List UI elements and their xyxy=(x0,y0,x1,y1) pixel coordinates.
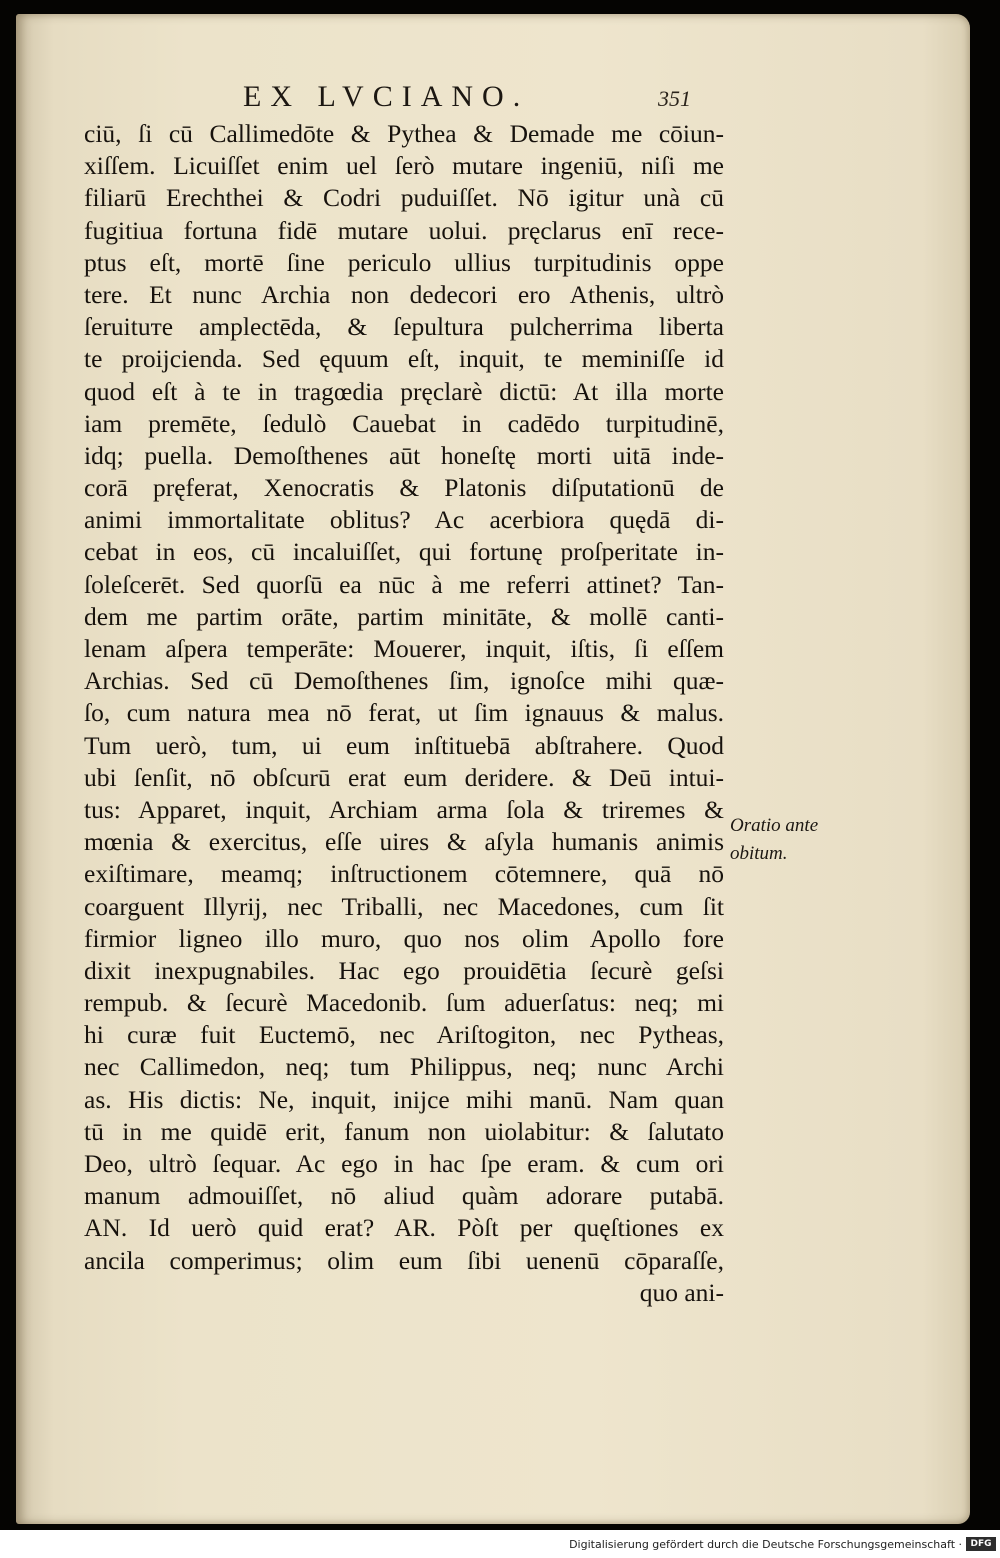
page-header xyxy=(0,80,1000,120)
text-line: dem me partim orāte, partim minitāte, & mollē canti- xyxy=(84,601,724,631)
text-line: ſo, cum natura mea nō ferat, ut ſim ignauus & malus. xyxy=(84,698,724,728)
text-line: cebat in eos, cū incaluiſſet, qui fortunę proſperitate in- xyxy=(84,537,724,567)
catchword-line: quo ani- xyxy=(639,1277,724,1307)
running-head: EX LVCIANO. xyxy=(243,80,530,113)
text-line: coarguent Illyrij, nec Triballi, nec Macedones, cum ſit xyxy=(84,891,724,921)
text-line: dixit inexpugnabiles. Hac ego prouidētia ſecurè geſsi xyxy=(84,955,724,985)
text-line: manum admouiſſet, nō aliud quàm adorare putabā. xyxy=(84,1181,724,1211)
dfg-logo: DFG xyxy=(966,1537,996,1551)
text-line: as. His dictis: Ne, inquit, inijce mihi manū. Nam quan xyxy=(84,1084,724,1114)
text-line: exiſtimare, meamq; inſtructionem cōtemnere, quā nō xyxy=(84,859,724,889)
text-line: xiſſem. Licuiſſet enim uel ſerò mutare ingeniū, niſi me xyxy=(84,151,724,181)
page-number: 351 xyxy=(658,86,691,111)
marginal-note xyxy=(730,812,860,868)
marginal-note-line: obitum. xyxy=(730,843,788,864)
digitization-footer xyxy=(0,1530,1000,1558)
marginal-note-line: Oratio ante xyxy=(730,815,819,836)
text-line: mœnia & exercitus, eſſe uires & aſyla humanis animis xyxy=(84,827,724,857)
text-line: tere. Et nunc Archia non dedecori ero Athenis, ultrò xyxy=(84,279,724,309)
text-line: Deo, ultrò ſequar. Ac ego in hac ſpe eram. & cum ori xyxy=(84,1149,724,1178)
text-line: fugitiua fortuna fidē mutare uolui. pręclarus enī rece- xyxy=(84,215,724,245)
text-line: firmior ligneo illo muro, quo nos olim Apollo fore xyxy=(84,923,724,953)
footer-credit: Digitalisierung gefördert durch die Deutsche Forschungsgemeinschaft · xyxy=(569,1538,962,1551)
text-line: ciū, ſi cū Callimedōte & Pythea & Demade me cōiun- xyxy=(84,119,724,148)
text-line: nec Callimedon, neq; tum Philippus, neq; nunc Archi xyxy=(84,1052,724,1082)
text-line: iam premēte, ſedulò Cauebat in cadēdo turpitudinē, xyxy=(84,408,724,438)
text-line: tus: Apparet, inquit, Archiam arma ſola & triremes & xyxy=(84,794,724,824)
text-line: tū in me quidē erit, fanum non uiolabitur: & ſalutato xyxy=(84,1116,724,1146)
text-line: Tum uerò, tum, ui eum inſtituebā abſtrahere. Quod xyxy=(84,730,724,760)
text-line: ſeruituтe amplectēda, & ſepultura pulcherrima liberta xyxy=(84,312,724,342)
text-line: te proijcienda. Sed ęquum eſt, inquit, te meminiſſe id xyxy=(84,344,724,374)
text-line: filiarū Erechthei & Codri puduiſſet. Nō igitur unà cū xyxy=(84,183,724,213)
text-line: ptus eſt, mortē ſine periculo ullius turpitudinis oppe xyxy=(84,247,724,277)
text-line: Archias. Sed cū Demoſthenes ſim, ignoſce mihi quæ- xyxy=(84,666,724,696)
text-line: ancila comperimus; olim eum ſibi uenenū cōparaſſe, xyxy=(84,1245,724,1275)
text-line: rempub. & ſecurè Macedonib. ſum aduerſatus: neq; mi xyxy=(84,988,724,1018)
text-line: ubi ſenſit, nō obſcurū erat eum deridere. & Deū intui- xyxy=(84,762,724,792)
text-line: hi curæ fuit Euctemō, nec Ariſtogiton, nec Pytheas, xyxy=(84,1020,724,1050)
text-line: AN. Id uerò quid erat? AR. Pòſt per quęſtiones ex xyxy=(84,1213,724,1243)
main-text-block xyxy=(84,118,724,1309)
text-line: corā pręferat, Xenocratis & Platonis diſputationū de xyxy=(84,473,724,503)
text-line: idq; puella. Demoſthenes aūt honeſtę morti uitā inde- xyxy=(84,440,724,470)
text-line: lenam aſpera temperāte: Mouerer, inquit, iſtis, ſi eſſem xyxy=(84,634,724,663)
text-line: quod eſt à te in tragœdia pręclarè dictū: At illa morte xyxy=(84,376,724,406)
text-line: animi immortalitate oblitus? Ac acerbiora quędā di- xyxy=(84,505,724,535)
text-line: ſoleſcerēt. Sed quorſū ea nūc à me referri attinet? Tan- xyxy=(84,569,724,599)
